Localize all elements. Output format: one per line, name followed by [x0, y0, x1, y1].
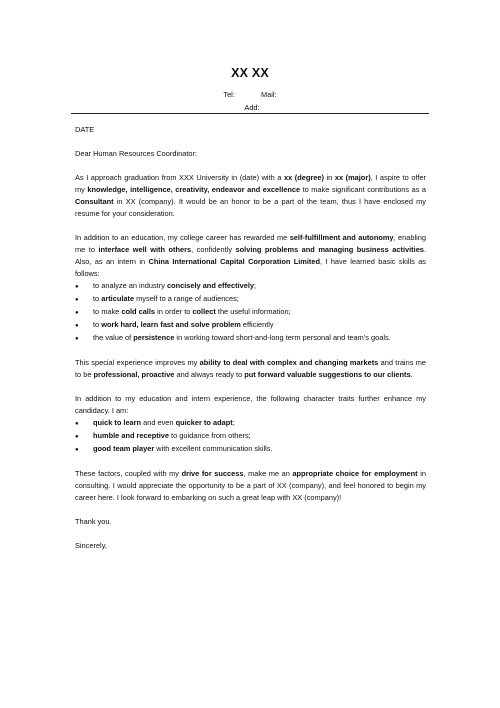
bold-text: interface well with others — [98, 245, 192, 254]
text-run: and always ready to — [174, 370, 245, 379]
bold-text: persistence — [133, 333, 175, 342]
bold-text: quicker to adapt — [175, 418, 233, 427]
text-run: the value of — [93, 333, 134, 342]
bold-text: work hard, learn fast and solve problem — [101, 320, 241, 329]
text-run: , I aspire to offer my — [75, 173, 426, 194]
applicant-name: XX XX — [231, 66, 269, 80]
text-run: efficiently — [240, 320, 274, 329]
text-run: in order to — [155, 307, 193, 316]
text-run: , I have learned basic skills as follows: — [75, 257, 426, 278]
text-run: ; — [232, 418, 235, 427]
text-run: , enabling me to — [75, 233, 426, 254]
text-run: and even — [141, 418, 176, 427]
bold-text: collect — [192, 307, 216, 316]
text-run: the useful information; — [215, 307, 291, 316]
bullet-icon — [75, 293, 93, 306]
bold-text: good team player — [93, 444, 155, 453]
bullet-icon — [75, 430, 93, 443]
bullet-icon — [75, 417, 93, 430]
bullet-text — [93, 319, 274, 331]
bold-text: xx (major) — [334, 173, 371, 182]
bold-text: self-fulfillment and autonomy — [289, 233, 394, 242]
text-run: ; — [254, 281, 257, 290]
bullet-item — [75, 332, 426, 345]
paragraph-traits — [75, 393, 426, 417]
bold-text: ability to deal with complex and changing markets — [199, 358, 379, 367]
text-run: to — [93, 294, 102, 303]
salutation: Dear Human Resources Coordinator: — [75, 149, 197, 158]
bold-text: solving problems and managing business activities — [235, 245, 424, 254]
bold-text: concisely and effectively — [166, 281, 255, 290]
text-run: . — [410, 370, 413, 379]
text-run: in — [323, 173, 335, 182]
bold-text: drive for success — [181, 469, 244, 478]
text-run: This special experience improves my — [75, 358, 200, 367]
contact-line — [0, 90, 500, 99]
text-run: myself to a range of audiences; — [134, 294, 239, 303]
bullet-item — [75, 280, 426, 293]
header-divider — [71, 113, 429, 114]
text-run: . Also, as an intern in — [75, 245, 426, 266]
bullet-item — [75, 319, 426, 332]
closing-line: Sincerely, — [75, 541, 107, 550]
skills-list — [75, 280, 426, 345]
text-run: in working toward short-and-long term personal and team’s goals. — [174, 333, 391, 342]
paragraph-closing — [75, 468, 426, 504]
bullet-item — [75, 293, 426, 306]
bullet-item — [75, 430, 426, 443]
bullet-icon — [75, 332, 93, 345]
text-run: to analyze an industry — [93, 281, 167, 290]
bullet-icon — [75, 319, 93, 332]
bold-text: quick to learn — [93, 418, 142, 427]
traits-list — [75, 417, 426, 456]
text-run: , confidently — [191, 245, 236, 254]
letter-body — [75, 124, 426, 552]
text-run: to make significant contributions as a — [300, 185, 426, 194]
bullet-icon — [75, 280, 93, 293]
bullet-item — [75, 306, 426, 319]
text-run: , make me an — [243, 469, 293, 478]
date-line: DATE — [75, 125, 95, 134]
bold-text: knowledge, intelligence, creativity, endeavor and excellence — [87, 185, 301, 194]
bullet-text — [93, 417, 235, 429]
bold-text: humble and receptive — [93, 431, 169, 440]
bullet-text — [93, 430, 251, 442]
bold-text: professional, proactive — [93, 370, 175, 379]
mail-label: Mail: — [261, 90, 277, 99]
text-run: In addition to an education, my college career has rewarded me — [75, 233, 290, 242]
thanks-line: Thank you. — [75, 517, 112, 526]
bullet-text — [93, 332, 391, 344]
address-line — [0, 103, 500, 112]
text-run: in consulting. I would appreciate the opportunity to be a part of XX (company), and feel honored to begin my career here. I look forward to embarking on such a great leap with XX (company)! — [75, 469, 426, 502]
bullet-item — [75, 417, 426, 430]
bold-text: China International Capital Corporation Limited — [148, 257, 320, 266]
text-run: to guidance from others; — [168, 431, 251, 440]
bold-text: put forward valuable suggestions to our clients — [244, 370, 411, 379]
text-run: in XX (company). It would be an honor to be a part of the team, thus I have enclosed my resume for your consideration. — [75, 197, 426, 218]
text-run: These factors, coupled with my — [75, 469, 182, 478]
text-run: and trains me to be — [75, 358, 426, 379]
bold-text: Consultant — [75, 197, 114, 206]
text-run: with excellent communication skills. — [154, 444, 273, 453]
add-label: Add: — [244, 103, 260, 112]
bold-text: appropriate choice for employment — [292, 469, 418, 478]
text-run: to make — [93, 307, 122, 316]
text-run: As I approach graduation from XXX University in (date) with a — [75, 173, 284, 182]
text-run: to — [93, 320, 102, 329]
bullet-text — [93, 280, 256, 292]
bold-text: xx (degree) — [283, 173, 324, 182]
bold-text: cold calls — [121, 307, 156, 316]
tel-label: Tel: — [223, 90, 235, 99]
paragraph-intro — [75, 172, 426, 220]
paragraph-experience — [75, 357, 426, 381]
bullet-icon — [75, 306, 93, 319]
bold-text: articulate — [101, 294, 135, 303]
bullet-text — [93, 443, 273, 455]
text-run: In addition to my education and intern experience, the following character traits further enhance my candidacy. I am: — [75, 394, 426, 415]
paragraph-education — [75, 232, 426, 280]
bullet-text — [93, 306, 291, 318]
bullet-icon — [75, 443, 93, 456]
bullet-text — [93, 293, 239, 305]
bullet-item — [75, 443, 426, 456]
